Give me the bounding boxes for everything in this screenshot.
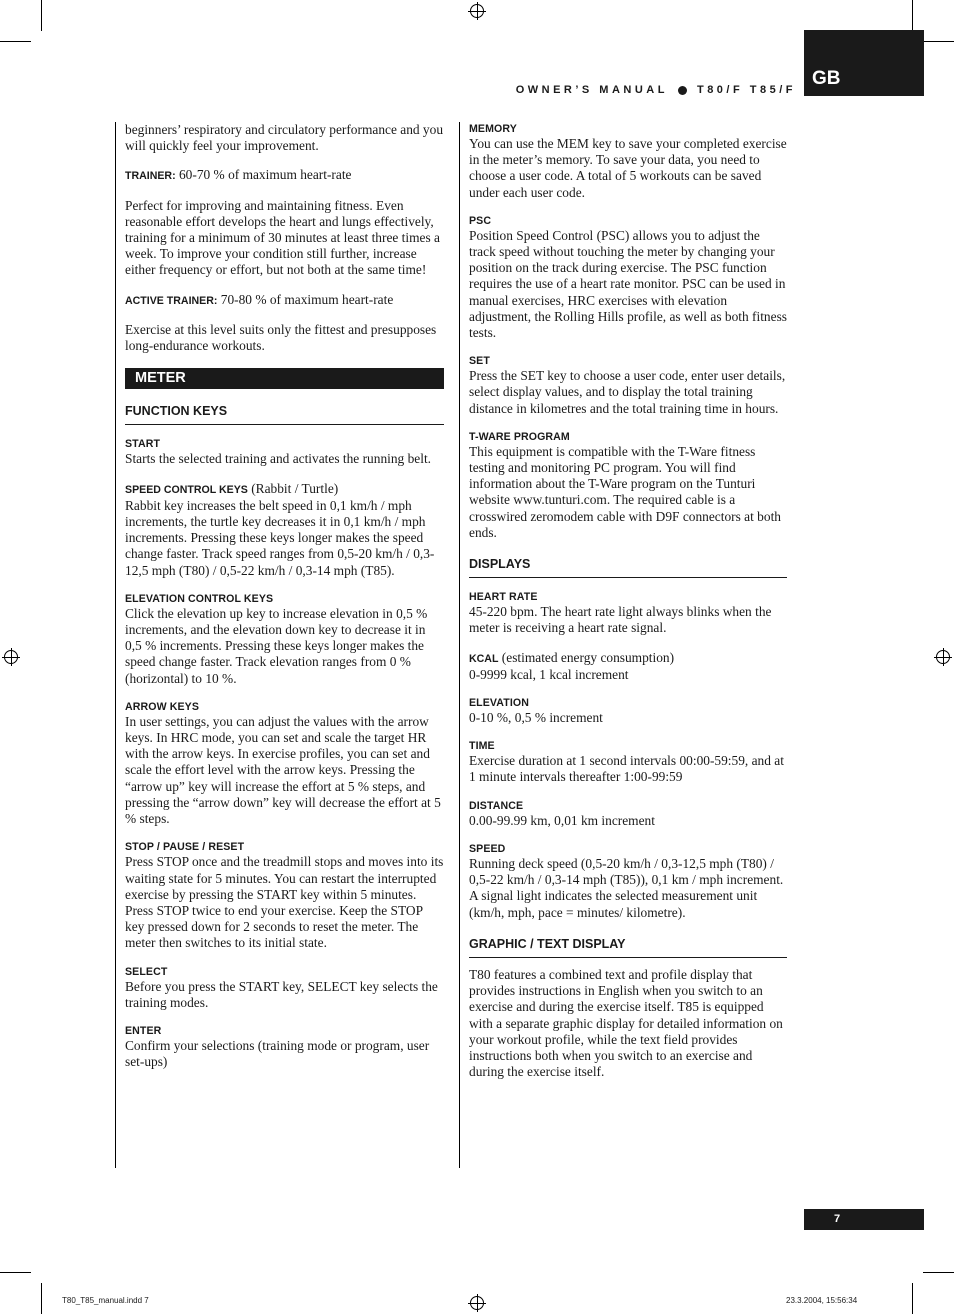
crop-mark (912, 1283, 913, 1314)
language-tab (804, 30, 924, 96)
active-trainer-line (125, 292, 444, 309)
time-heading: TIME (469, 740, 495, 753)
set-paragraph: Press the SET key to choose a user code, enter user details, select display values, and to display the total training distance in kilometres and the total training time in hours. (469, 368, 786, 416)
elevation-paragraph: 0-10 %, 0,5 % increment (469, 710, 603, 726)
crop-mark (923, 41, 954, 42)
elevation-keys-paragraph: Click the elevation up key to increase elevation in 0,5 % increments, and the elevation down key to decrease it in 0,5 % increments. Pressing these keys longer makes the speed change faster. Track elevation ranges from 0 % (horizontal) to 10 %. (125, 605, 428, 686)
function-keys-heading: FUNCTION KEYS (125, 403, 444, 425)
speed-keys-paragraph: Rabbit key increases the belt speed in 0,1 km/h / mph increments, the turtle key decreases it in 0,1 km/h / mph increments. Pressing these keys longer makes the speed change faster. Track speed ranges from 0,5-20 km/h / 0,3-12,5 mph (T80) / 0,5-22 km/h / 0,3-14 mph (T85). (125, 497, 435, 578)
heart-rate-paragraph: 45-220 bpm. The heart rate light always blinks when the meter is receiving a heart rate signal. (469, 604, 772, 636)
crop-mark (912, 0, 913, 31)
speed-paragraph: Running deck speed (0,5-20 km/h / 0,3-12,5 mph (T80) / 0,5-22 km/h / 0,3-14 mph (T85)), 0,1 km / mph increment. A signal light indicates the selected measurement unit (km/h, mph, pace = minutes/ kilometre). (469, 855, 784, 920)
psc-paragraph: Position Speed Control (PSC) allows you to adjust the track speed without touching the meter by changing your position on the track during exercise. The PSC function requires the use of a heart rate monitor. PSC can be used in manual exercises, HRC exercises with elevation adjustment, the Rolling Hills profile, as well as both fitness tests. (469, 227, 787, 341)
kcal-heading: KCAL (469, 652, 499, 665)
elevation-heading: ELEVATION (469, 697, 529, 710)
speed-keys-line (125, 481, 444, 498)
kcal-line (469, 650, 787, 667)
select-heading: SELECT (125, 965, 168, 978)
distance-heading: DISTANCE (469, 799, 524, 812)
left-column (125, 122, 444, 1070)
time-paragraph: Exercise duration at 1 second intervals 00:00-59:59, and at 1 minute intervals thereafter 1:00-99:59 (469, 753, 784, 785)
model-names: T80/F T85/F (696, 84, 796, 96)
column-divider (459, 122, 460, 1168)
registration-mark-icon (470, 1296, 484, 1310)
distance-paragraph: 0.00-99.99 km, 0,01 km increment (469, 812, 655, 828)
kcal-suffix: (estimated energy consumption) (498, 649, 675, 665)
graphic-display-paragraph: T80 features a combined text and profile display that provides instructions in English when you switch to an exercise and during the exercise itself. T85 is equipped with a separate graphic display for detailed information on your workout profile, while the text field provides instructions both when you switch to an exercise and during the exercise itself. (469, 966, 783, 1080)
trainer-label: TRAINER: (125, 170, 176, 183)
crop-mark (923, 1272, 954, 1273)
left-margin-rule (115, 122, 116, 1168)
trainer-paragraph: Perfect for improving and maintaining fitness. Even reasonable effort develops the heart and lungs effectively, training for a minimum of 30 minutes at least three times a week. To improve your condition still further, increase either frequency or effort, but not both at the same time! (125, 197, 440, 278)
memory-paragraph: You can use the MEM key to save your completed exercise in the meter’s memory. To save your data, you need to choose a user code. A total of 5 workouts can be saved under each user code. (469, 136, 787, 200)
stop-heading: STOP / PAUSE / RESET (125, 841, 245, 854)
crop-mark (0, 41, 31, 42)
active-trainer-label: ACTIVE TRAINER: (125, 294, 218, 307)
crop-mark (0, 1272, 31, 1273)
arrow-keys-heading: ARROW KEYS (125, 700, 199, 713)
active-trainer-value: 70-80 % of maximum heart-rate (217, 291, 394, 307)
arrow-keys-paragraph: In user settings, you can adjust the values with the arrow keys. In HRC mode, you can set and scale the target HR with the arrow keys. In exercise profiles, you can set and scale the effort level with the arrow keys. Pressing the “arrow up” key will increase the effort at 5 % steps, and pressing the “arrow down” key will decrease the effort at 5 % steps. (125, 713, 441, 827)
active-trainer-paragraph: Exercise at this level suits only the fittest and presupposes long-endurance workouts. (125, 321, 437, 354)
manual-title: OWNER’S MANUAL (515, 84, 668, 96)
page-number-box (804, 1209, 924, 1230)
speed-keys-suffix: (Rabbit / Turtle) (247, 480, 339, 496)
speed-keys-heading: SPEED CONTROL KEYS (125, 483, 248, 496)
intro-paragraph: beginners’ respiratory and circulatory performance and you will quickly feel your improvement. (125, 122, 444, 154)
crop-mark (41, 1283, 42, 1314)
right-column (469, 122, 787, 1080)
page-number: 7 (834, 1213, 841, 1225)
crop-mark (41, 0, 42, 31)
start-heading: START (125, 438, 161, 451)
registration-mark-icon (470, 4, 484, 18)
trainer-line (125, 167, 444, 184)
running-header (500, 84, 796, 96)
heart-rate-heading: HEART RATE (469, 591, 538, 604)
displays-heading: DISPLAYS (469, 556, 787, 578)
stop-paragraph: Press STOP once and the treadmill stops and moves into its waiting state for 5 minutes. You can restart the interrupted exercise by pressing the START key within 5 minutes. Press STOP twice to end your exercise. Keep the STOP key pressed down for 2 seconds to reset the meter. The meter then switches to its initial state. (125, 854, 444, 951)
graphic-display-heading: GRAPHIC / TEXT DISPLAY (469, 936, 787, 958)
psc-heading: PSC (469, 214, 492, 227)
memory-heading: MEMORY (469, 123, 517, 135)
tware-heading: T-WARE PROGRAM (469, 430, 570, 443)
tware-paragraph: This equipment is compatible with the T-Ware fitness testing and monitoring PC program. You will find information about the T-Ware program on the Tunturi website www.tunturi.com. The required cable is a crosswired zeromodem cable with D9F connectors at both ends. (469, 443, 781, 540)
enter-heading: ENTER (125, 1024, 162, 1037)
elevation-keys-heading: ELEVATION CONTROL KEYS (125, 592, 274, 605)
trainer-value: 60-70 % of maximum heart-rate (175, 167, 352, 183)
language-tab-label: GB (812, 68, 841, 89)
kcal-paragraph: 0-9999 kcal, 1 kcal increment (469, 666, 629, 682)
bullet-icon (678, 86, 687, 95)
speed-heading: SPEED (469, 842, 506, 855)
set-heading: SET (469, 355, 490, 368)
registration-mark-icon (936, 650, 950, 664)
meter-section-heading: METER (125, 368, 444, 389)
timestamp: 23.3.2004, 15:56:34 (786, 1296, 858, 1305)
start-paragraph: Starts the selected training and activates the running belt. (125, 451, 432, 467)
select-paragraph: Before you press the START key, SELECT key selects the training modes. (125, 978, 438, 1010)
registration-mark-icon (4, 650, 18, 664)
file-name: T80_T85_manual.indd 7 (62, 1296, 149, 1305)
enter-paragraph: Confirm your selections (training mode or program, user set-ups) (125, 1037, 430, 1070)
